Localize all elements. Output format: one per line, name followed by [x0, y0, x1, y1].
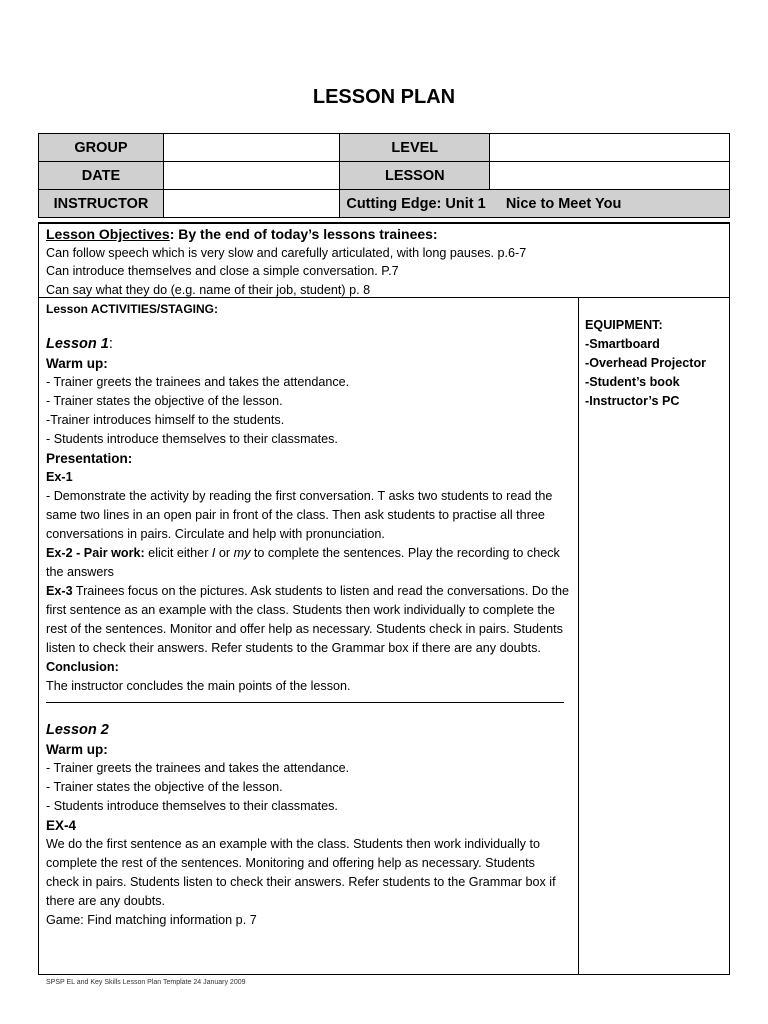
- equipment-column: [585, 316, 706, 411]
- game-text: Game: Find matching information p. 7: [46, 913, 257, 927]
- objective-item: Can say what they do (e.g. name of their job, student) p. 8: [46, 282, 371, 297]
- activities-box: [38, 297, 730, 975]
- group-value-cell: [163, 134, 339, 162]
- lesson2-warmup-item: - Trainer greets the trainees and takes the attendance.: [46, 761, 350, 775]
- presentation-label: Presentation:: [46, 451, 133, 466]
- objectives-box: [38, 222, 730, 298]
- objectives-heading: Lesson Objectives: By the end of today’s lessons trainees:: [46, 226, 438, 242]
- header-row-date: [39, 162, 730, 190]
- level-label: LEVEL: [340, 134, 490, 162]
- date-value-cell: [163, 162, 339, 190]
- instructor-value-cell: [163, 190, 339, 218]
- header-row-instructor: [39, 190, 730, 218]
- lesson2-title: Lesson 2: [46, 722, 109, 738]
- ex1-text: - Demonstrate the activity by reading the first conversation. T asks two students to read the same two lines in an open pair in front of the class. Then ask students to practise all three conversations in pairs. Circulate and help with pronunciation.: [46, 489, 553, 541]
- level-value-cell: [490, 134, 730, 162]
- equipment-item: -Student’s book: [585, 375, 680, 389]
- ex1-label: Ex-1: [46, 470, 73, 484]
- ex3-text: Ex-3 Trainees focus on the pictures. Ask students to listen and read the conversations. Do the first sentence as an example with the class. Students then work individually to complete the rest of the sentences. Monitor and offer help as necessary. Students check in pairs. Students listen to check their answers. Refer students to the Grammar box if there are any doubts.: [46, 584, 569, 655]
- objective-item: Can follow speech which is very slow and carefully articulated, with long pauses. p.6-7: [46, 245, 527, 260]
- activities-column: [39, 298, 579, 974]
- lesson2-warmup-item: - Trainer states the objective of the lesson.: [46, 780, 283, 794]
- ex4-label: EX-4: [46, 818, 77, 833]
- lesson-value-cell: [490, 162, 730, 190]
- header-row-group: [39, 134, 730, 162]
- ex2-text: Ex-2 - Pair work: elicit either I or my to complete the sentences. Play the recording to check the answers: [46, 546, 560, 579]
- equipment-item: -Smartboard: [585, 337, 660, 351]
- header-table: [38, 133, 730, 218]
- course-text: Cutting Edge: Unit 1 Nice to Meet You: [340, 190, 730, 218]
- footer-text: SPSP EL and Key Skills Lesson Plan Template 24 January 2009: [46, 979, 246, 986]
- lesson1-warmup-item: - Trainer greets the trainees and takes the attendance.: [46, 375, 350, 389]
- lesson1-warmup-item: - Students introduce themselves to their classmates.: [46, 432, 338, 446]
- lesson-divider: [46, 702, 564, 703]
- lesson-label: LESSON: [340, 162, 490, 190]
- group-label: GROUP: [39, 134, 164, 162]
- equipment-item: -Instructor’s PC: [585, 394, 680, 408]
- ex4-text: We do the first sentence as an example with the class. Students then work individually to complete the rest of the sentences. Monitoring and offering help as necessary. Students check in pairs. Students listen to check their answers. Refer students to the Grammar box if there are any doubts.: [46, 837, 556, 908]
- lesson1-title: Lesson 1:: [46, 336, 113, 352]
- equipment-heading: EQUIPMENT:: [585, 318, 663, 332]
- page-title: LESSON PLAN: [312, 86, 456, 108]
- lesson2-warmup-label: Warm up:: [46, 742, 108, 757]
- instructor-label: INSTRUCTOR: [39, 190, 164, 218]
- objective-item: Can introduce themselves and close a simple conversation. P.7: [46, 264, 399, 278]
- activities-heading: Lesson ACTIVITIES/STAGING:: [46, 302, 219, 316]
- lesson2-warmup-item: - Students introduce themselves to their classmates.: [46, 799, 338, 813]
- date-label: DATE: [39, 162, 164, 190]
- conclusion-label: Conclusion:: [46, 660, 119, 674]
- equipment-item: -Overhead Projector: [585, 356, 707, 370]
- lesson1-warmup-label: Warm up:: [46, 356, 108, 371]
- lesson1-warmup-item: - Trainer states the objective of the lesson.: [46, 394, 283, 408]
- conclusion-text: The instructor concludes the main points of the lesson.: [46, 679, 351, 693]
- lesson1-warmup-item: -Trainer introduces himself to the students.: [46, 413, 285, 427]
